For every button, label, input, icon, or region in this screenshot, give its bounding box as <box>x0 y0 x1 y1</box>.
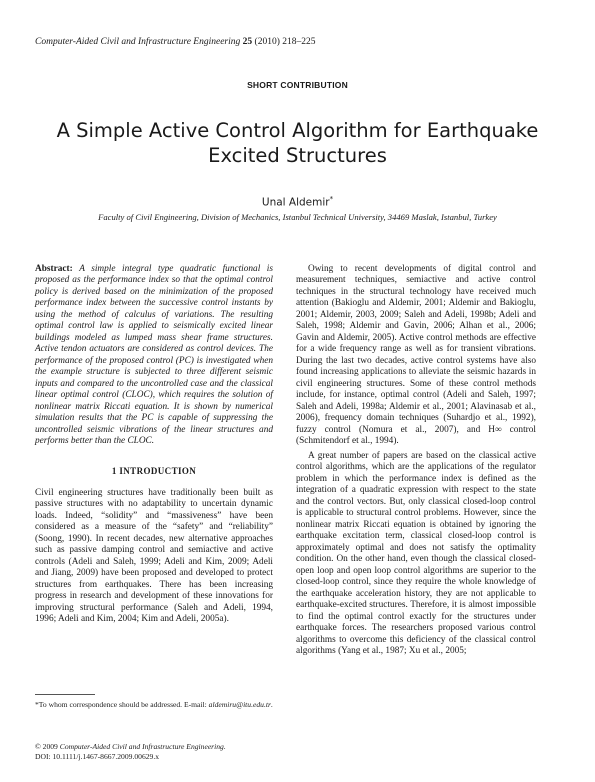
right-paragraph-1: Owing to recent developments of digital control and measurement techniques, semiactive and active control techniques in the structural technology have received much attention (Bakioglu and Aldemir, 2001; Aldemir and Bakioglu, 2001; Aldemir, 2003, 2009; Saleh and Adeli, 1998b; Adeli and Saleh, 1998; Aldemir and Gavin, 2006; Alhan et al., 2006; Gavin and Aldemir, 2005). Active control methods are effective for a wide frequency range as well as for transient vibrations. During the last two decades, active control systems have also found increasing applications to alleviate the seismic hazards in civil engineering structures. Some of these control methods include, for instance, optimal control (Adeli and Saleh, 1997; Saleh and Adeli, 1998a; Aldemir et al., 2001; Alavinasab et al., 2006), frequency domain techniques (Suhardjo et al., 1992), fuzzy control (Nomura et al., 2007), and H∞ control (Schmitendorf et al., 1994). <box>296 264 536 447</box>
abstract <box>35 264 273 448</box>
right-paragraph-2: A great number of papers are based on the classical active control algorithms, which are the applications of the regulator problem in which the performance index is defined as the integration of a quadratic expression with respect to the state and the control vectors. But, only classical closed-loop control is applicable to structural control problems. However, since the nonlinear matrix Riccati equation is obtained by ignoring the earthquake excitation term, classical closed-loop control is approximately optimal and does not satisfy the optimality condition. On the other hand, even though the classical closed-open loop and open loop control algorithms are superior to the closed-loop control, since they require the whole knowledge of the earthquake acceleration history, they are not applicable to earthquake-excited structures. Therefore, it is almost impossible to find the optimal control exactly for the structures under earthquake forces. The researchers proposed various control algorithms to overcome this deficiency of the classical control algorithms (Yang et al., 1987; Xu et al., 2005; <box>296 451 536 656</box>
journal-volume: 25 <box>242 37 253 47</box>
author-name: Unal Aldemir <box>261 196 330 209</box>
copyright-prefix: © 2009 <box>35 742 58 751</box>
article-type: SHORT CONTRIBUTION <box>247 80 348 90</box>
author-marker: * <box>329 195 334 203</box>
copyright-line <box>35 742 335 752</box>
journal-year-pages: (2010) 218–225 <box>254 37 316 47</box>
journal-header <box>35 37 315 47</box>
paper-title: A Simple Active Control Algorithm for Earthquake Excited Structures <box>56 119 539 167</box>
journal-name: Computer-Aided Civil and Infrastructure Engineering <box>35 37 241 47</box>
footnote-end: . <box>270 700 273 709</box>
section-heading-introduction: 1 INTRODUCTION <box>111 466 197 476</box>
author-line <box>0 195 595 209</box>
footnote-text: *To whom correspondence should be addressed. E-mail: <box>35 700 207 709</box>
intro-paragraph: Civil engineering structures have traditionally been built as passive structures with no adaptability to uncertain dynamic loads. Indeed, “solidity” and “massiveness” have been considered as a measure of the “safety” and “reliability” (Soong, 1990). In recent decades, new alternative approaches such as passive damping control and semiactive and active controls (Adeli and Saleh, 1999; Adeli and Kim, 2009; Adeli and Jiang, 2009) have been proposed and developed to protect structures from earthquakes. There has been increasing progress in research and development of these innovations for improving structural performance (Saleh and Adeli, 1994, 1996; Adeli and Kim, 2004; Kim and Adeli, 2005a). <box>35 488 273 625</box>
doi-line[interactable]: DOI: 10.1111/j.1467-8667.2009.00629.x <box>35 752 160 761</box>
copyright-journal: Computer-Aided Civil and Infrastructure Engineering. <box>59 742 226 751</box>
correspondence-footnote <box>35 700 273 710</box>
abstract-text: A simple integral type quadratic functional is proposed as the performance index so that the optimal control policy is derived based on the minimization of the proposed performance index between the successive control instants by using the method of calculus of variations. The resulting optimal control law is applied to seismically excited linear buildings modeled as lumped mass shear frame structures. Active tendon actuators are considered as control devices. The performance of the proposed control (PC) is investigated when the example structure is subjected to three different seismic inputs and compared to the uncontrolled case and the classical linear optimal control (CLOC), which requires the solution of nonlinear matrix Riccati equation. It is shown by numerical simulation results that the PC is capable of suppressing the uncontrolled seismic vibrations of the linear structures and performs better than the CLOC. <box>35 264 273 447</box>
author-email-link[interactable]: aldemiru@itu.edu.tr <box>208 700 271 709</box>
footnote-rule <box>35 694 95 695</box>
affiliation: Faculty of Civil Engineering, Division of Mechanics, Istanbul Technical University, 34469 Maslak, Istanbul, Turkey <box>98 212 497 222</box>
copyright-block <box>35 742 335 762</box>
abstract-label: Abstract: <box>35 264 73 274</box>
